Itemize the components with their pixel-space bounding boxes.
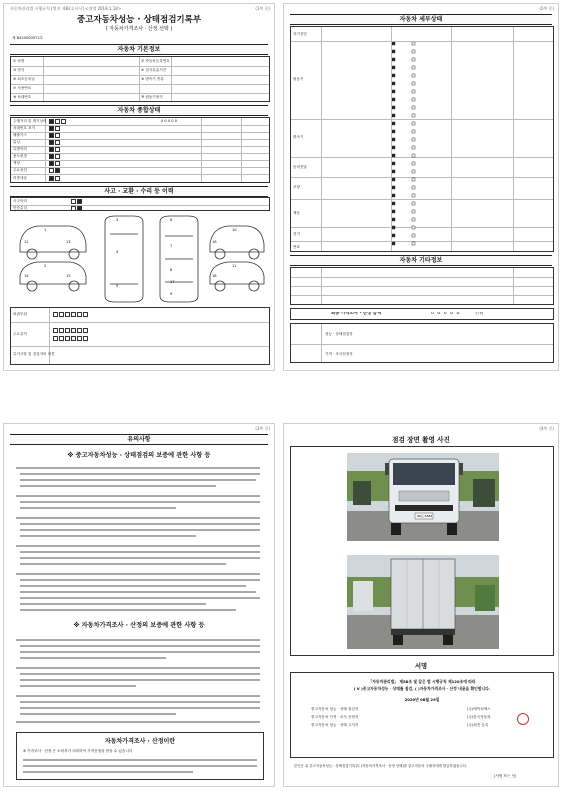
page-number: (2쪽 중) [539,6,554,11]
row-label: 주행거리 및 계기상태 [13,119,47,123]
sign-title: 서명 [414,662,428,670]
notes-heading-2: ※ 자동차가격조사 · 산정의 보증에 관한 사항 등 [73,622,205,629]
field-label: ⑧ 차대번호 [13,95,32,99]
part-label: 15 [66,274,71,278]
group-label: 원동기 [293,77,304,81]
sign-role: 중고자동차 가격 · 조사 산정자 [311,715,359,719]
page-2 [283,3,559,371]
opinion-label: 특기사항 및 점검자의 의견 [13,352,55,356]
field-label: ⑨ 원동기형식 [141,95,163,99]
part-label: 4 [116,250,119,254]
part-label: 2 [44,264,47,268]
price-label: 최종 가격조사 · 산정 금액 [331,312,382,316]
sign-org: (주)에이치에스 [467,707,491,711]
checkbox [49,168,61,173]
group-label: 연료 [293,245,300,249]
section-basic: 자동차 기본정보 [10,44,268,55]
page-subtitle: ( 자동차가격조사 · 산정 선택 ) [105,26,173,32]
part-label: 11 [232,264,237,268]
sign-org: (주)한국자동차 [467,715,491,719]
field-label: ① 차명 [13,59,25,63]
checkbox [53,336,89,341]
photo-frame [290,446,554,656]
repair-label: 단순수리 [13,206,27,210]
part-label: 5 [116,284,119,288]
row-label: 리콜대상 [13,176,27,180]
parts-table [10,307,270,365]
checkbox [49,147,61,152]
part-label: 8 [170,268,173,272]
box-text-lines [23,757,257,777]
part-label: 3 [116,218,119,222]
sign-org: (주)최진 등록 [467,723,489,727]
box-text: ※ 가격조사 · 산정 은 소비자가 의뢰하여 가격산정을 받을 수 있습니다 [23,749,133,753]
box-title: 자동차가격조사 · 산정이란 [104,738,176,745]
part-label: 1 [44,228,47,232]
checkbox [71,206,83,211]
page-title: 중고자동차성능 · 상태점검기록부 [76,15,202,25]
part-label: 12 [24,240,29,244]
notes-text-block-2 [16,636,264,728]
sign-line-1: 「자동차관리법」 제58조 및 같은 법 시행규칙 제120조에 따라 [368,679,476,684]
car-diagram [10,214,270,304]
footer-statement: 본인은 위 중고자동차성능 · 상태점검기록부( )자동차가격조사 · 산정 선택)를 중고자동차 구매자에게 발급하였습니다. [294,764,467,768]
row-label: 배출가스 [13,133,27,137]
form-header: 자동차관리법 시행규칙 [별지 제82호서식] <개정 2018.1.18> [10,6,122,11]
seal-stamp [517,713,529,725]
group-label: 조향 [293,185,300,189]
truck-front-photo [347,453,499,541]
section-notes: 유의사항 [10,434,268,445]
field-label: ⑦ 사용연료 [13,86,32,90]
checkbox [71,199,83,204]
page-number: (4쪽 중) [539,426,554,431]
checkbox-column [392,42,448,248]
page-1 [3,3,275,371]
checkbox [49,119,67,124]
notes-text-block-1 [16,464,264,614]
signature-hint: (서명 또는 인) [494,774,517,778]
sign-role: 중고자동차 성능 · 상태 고지자 [311,723,359,727]
sign-date: 2020년 08월 29일 [404,697,440,702]
group-label: 자기진단 [293,32,307,36]
page-3 [3,423,275,787]
field-label: ④ 검사유효기간 [141,68,167,72]
frame-label: 주요골격 [13,332,27,336]
page-number: (3쪽 중) [255,426,270,431]
row-label: 용도변경 [13,154,27,158]
field-label: ② 자동차등록번호 [141,59,170,63]
appraisal-info-box [16,732,264,780]
group-label: 전기 [293,232,300,236]
part-label: 10 [232,228,237,232]
appraiser-label: 가격 · 조사산정자 [325,352,353,356]
checkbox [53,328,89,333]
inspector-label: 성능 · 상태점검자 [325,332,353,336]
accident-summary [10,197,270,211]
part-label: 9 [170,292,173,296]
checkbox [49,140,61,145]
accident-label: 사고이력 [13,199,27,203]
outer-panel-label: 외판부위 [13,312,27,316]
row-label: 튜닝 [13,140,20,144]
other-info-table [290,267,554,305]
sign-line-2: ( V )중고자동차성능 · 상태를 점검, ( )자동차가격조사 · 산정 내용을 확인합니다. [353,686,491,691]
row-label: 차대번호 표기 [13,126,35,130]
checkbox [49,161,61,166]
part-label: 18 [212,274,217,278]
part-label: 14 [24,274,29,278]
field-label: ⑥ 변속기 종류 [141,77,164,81]
truck-rear-photo [347,555,499,649]
price-value: 0 0 0 0 0 [431,312,461,316]
mileage-value: 0 0 0 0 0 [161,119,178,123]
license-plate: 90도 5484 [417,514,433,518]
general-state-table [10,117,270,183]
doc-number: 제 B420000972호 [12,36,44,40]
price-box [290,308,554,320]
section-accident: 사고 · 교환 · 수리 등 이력 [10,186,268,197]
section-general: 자동차 종합상태 [10,105,268,116]
group-label: 동력전달 [293,165,307,169]
row-label: 주요옵션 [13,168,27,172]
part-label: 17 [170,280,175,284]
part-label: 16 [212,240,217,244]
signature-box [290,672,554,758]
inspector-box [290,323,554,363]
price-unit: 만원 [475,312,484,316]
section-detail: 자동차 세부상태 [290,14,552,25]
section-other: 자동차 기타정보 [290,255,552,266]
sign-role: 중고자동차 성능 · 상태 점검자 [311,707,359,711]
page-4 [283,423,559,787]
part-label: 7 [170,244,173,248]
checkbox [49,176,61,181]
row-label: 색상 [13,161,20,165]
notes-heading-1: ※ 중고자동차성능 · 상태점검의 보증에 관한 사항 등 [67,452,211,459]
page-number: (1쪽 중) [255,6,270,11]
checkbox [49,133,61,138]
part-label: 6 [170,218,173,222]
row-label: 특별이력 [13,147,27,151]
checkbox [49,126,61,131]
checkbox [53,312,89,317]
field-label: ⑤ 최초등록일 [13,77,35,81]
part-label: 13 [66,240,71,244]
group-label: 변속기 [293,135,304,139]
basic-info-table [10,56,270,102]
checkbox [49,154,61,159]
field-label: ③ 연식 [13,68,25,72]
photo-title: 점검 장면 촬영 사진 [392,436,450,444]
group-label: 제동 [293,211,300,215]
